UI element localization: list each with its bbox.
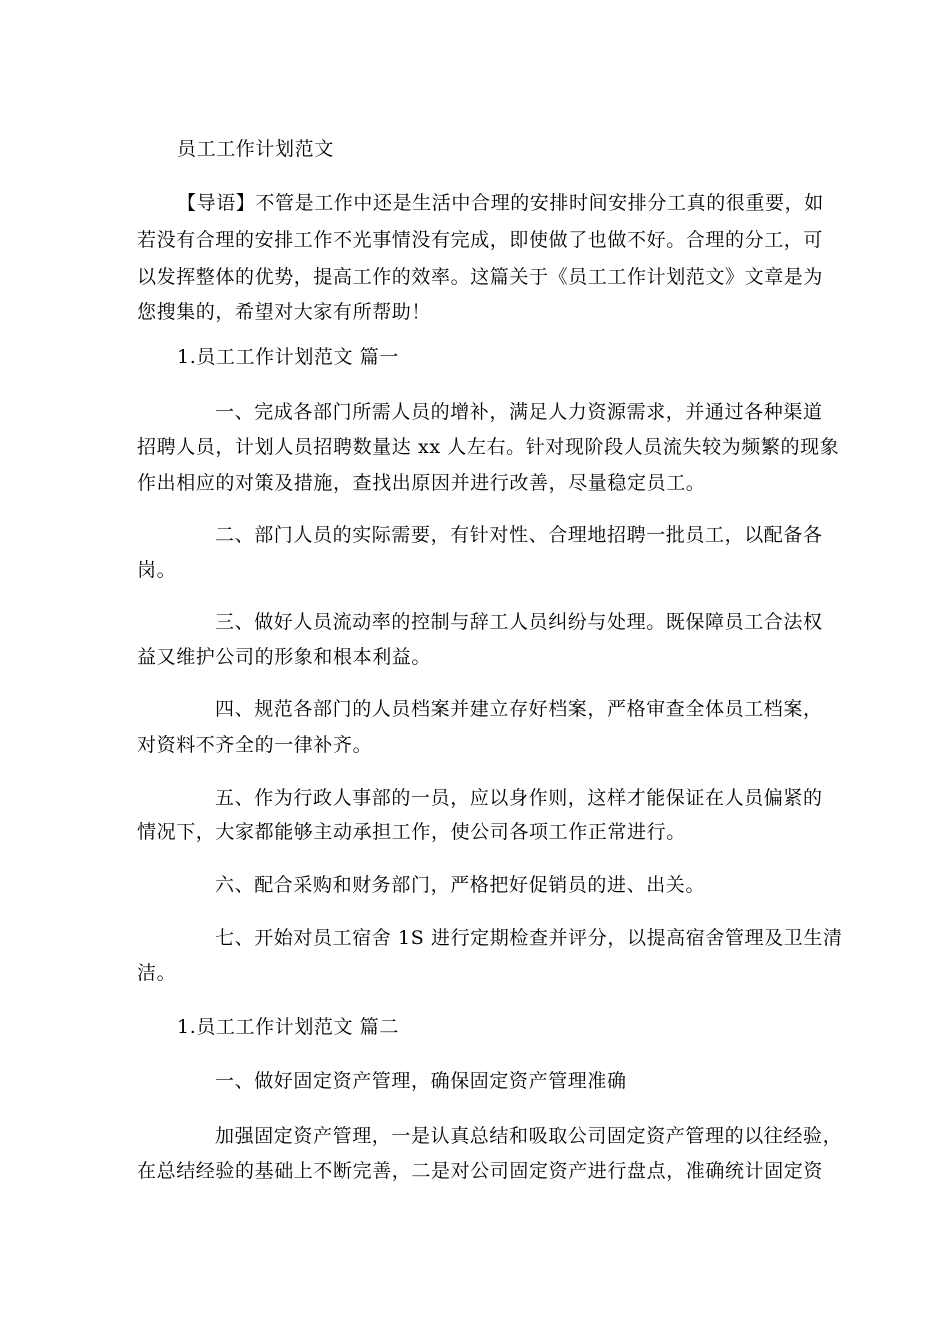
section2-subheading: 一、做好固定资产管理，确保固定资产管理准确 [215, 1070, 627, 1092]
paragraph-line: 对资料不齐全的一律补齐。 [137, 734, 373, 756]
paragraph-line: 七、开始对员工宿舍 1S 进行定期检查并评分，以提高宿舍管理及卫生清 [215, 927, 843, 949]
paragraph-line: 四、规范各部门的人员档案并建立存好档案，严格审查全体员工档案， [215, 698, 823, 720]
paragraph-line: 在总结经验的基础上不断完善，二是对公司固定资产进行盘点，准确统计固定资 [137, 1160, 824, 1182]
paragraph-line: 五、作为行政人事部的一员，应以身作则，这样才能保证在人员偏紧的 [215, 787, 823, 809]
paragraph-line: 洁。 [137, 962, 177, 984]
intro-line: 若没有合理的安排工作不光事情没有完成，即使做了也做不好。合理的分工，可 [137, 229, 824, 251]
intro-line: 【导语】不管是工作中还是生活中合理的安排时间安排分工真的很重要，如 [177, 192, 824, 214]
paragraph-line: 二、部门人员的实际需要，有针对性、合理地招聘一批员工，以配备各 [215, 524, 823, 546]
paragraph-line: 情况下，大家都能够主动承担工作，使公司各项工作正常进行。 [137, 821, 686, 843]
document-title: 员工工作计划范文 [177, 138, 334, 160]
paragraph-line: 作出相应的对策及措施，查找出原因并进行改善，尽量稳定员工。 [137, 472, 706, 494]
paragraph-line: 益又维护公司的形象和根本利益。 [137, 646, 432, 668]
paragraph-line: 岗。 [137, 559, 177, 581]
paragraph-line: 招聘人员，计划人员招聘数量达 xx 人左右。针对现阶段人员流失较为频繁的现象 [137, 436, 840, 458]
paragraph-line: 六、配合采购和财务部门，严格把好促销员的进、出关。 [215, 874, 706, 896]
section-heading-2: 1.员工工作计划范文 篇二 [177, 1016, 399, 1038]
paragraph-line: 三、做好人员流动率的控制与辞工人员纠纷与处理。既保障员工合法权 [215, 611, 823, 633]
section-heading-1: 1.员工工作计划范文 篇一 [177, 346, 399, 368]
paragraph-line: 一、完成各部门所需人员的增补，满足人力资源需求，并通过各种渠道 [215, 401, 823, 423]
intro-line: 以发挥整体的优势，提高工作的效率。这篇关于《员工工作计划范文》文章是为 [137, 266, 824, 288]
paragraph-line: 加强固定资产管理，一是认真总结和吸取公司固定资产管理的以往经验， [215, 1125, 843, 1147]
intro-line: 您搜集的，希望对大家有所帮助！ [137, 301, 432, 323]
